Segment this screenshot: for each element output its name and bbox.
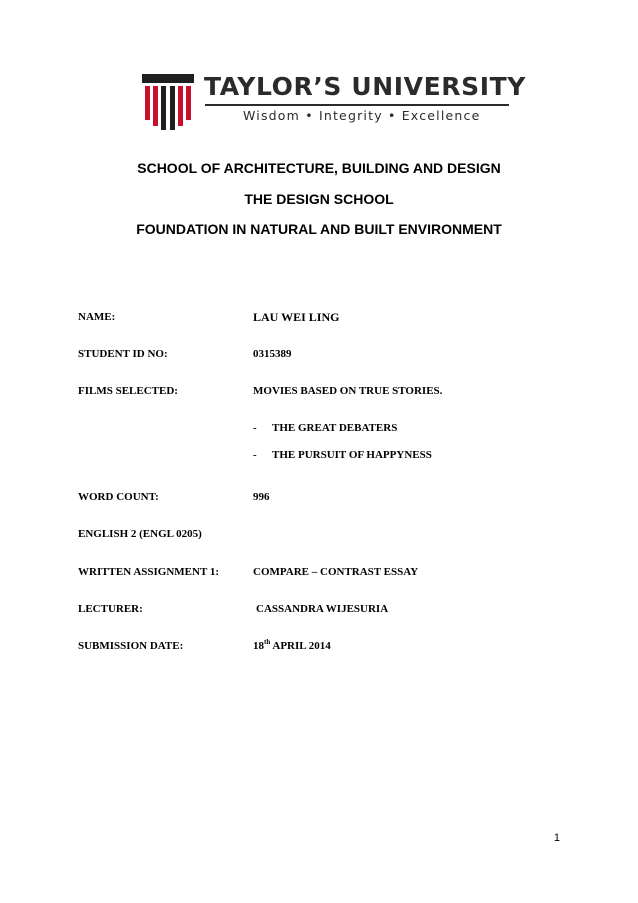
- word-count-value: 996: [253, 491, 270, 503]
- taylors-university-logo: [142, 72, 526, 130]
- logo-divider: [205, 104, 509, 106]
- lecturer-label: LECTURER:: [78, 603, 143, 615]
- film-title: THE GREAT DEBATERS: [272, 422, 398, 434]
- film-title: THE PURSUIT OF HAPPYNESS: [272, 449, 432, 461]
- submission-day: 18: [253, 640, 264, 652]
- university-crest-icon: [142, 74, 194, 130]
- films-label: FILMS SELECTED:: [78, 385, 178, 397]
- assignment-label: WRITTEN ASSIGNMENT 1:: [78, 566, 219, 578]
- logo-tagline: Wisdom • Integrity • Excellence: [243, 108, 481, 123]
- name-label: NAME:: [78, 311, 116, 323]
- ordinal-suffix: th: [264, 638, 271, 646]
- course-code: ENGLISH 2 (ENGL 0205): [78, 528, 202, 540]
- submission-month-year: APRIL 2014: [270, 640, 331, 652]
- school-heading: SCHOOL OF ARCHITECTURE, BUILDING AND DESIGN: [137, 160, 501, 176]
- film-bullet-dash: -: [253, 422, 257, 434]
- submission-date-value: [253, 640, 331, 652]
- design-school-heading: THE DESIGN SCHOOL: [244, 191, 394, 207]
- submission-date-label: SUBMISSION DATE:: [78, 640, 184, 652]
- word-count-label: WORD COUNT:: [78, 491, 159, 503]
- logo-wordmark: TAYLOR’S UNIVERSITY: [204, 72, 526, 101]
- films-value: MOVIES BASED ON TRUE STORIES.: [253, 385, 443, 397]
- assignment-value: COMPARE – CONTRAST ESSAY: [253, 566, 419, 578]
- student-id-label: STUDENT ID NO:: [78, 348, 168, 360]
- lecturer-value: CASSANDRA WIJESURIA: [256, 603, 389, 615]
- student-id-value: 0315389: [253, 348, 292, 360]
- program-heading: FOUNDATION IN NATURAL AND BUILT ENVIRONMENT: [136, 221, 502, 237]
- page-number: 1: [553, 832, 560, 844]
- film-bullet-dash: -: [253, 449, 257, 461]
- name-value: LAU WEI LING: [253, 310, 340, 324]
